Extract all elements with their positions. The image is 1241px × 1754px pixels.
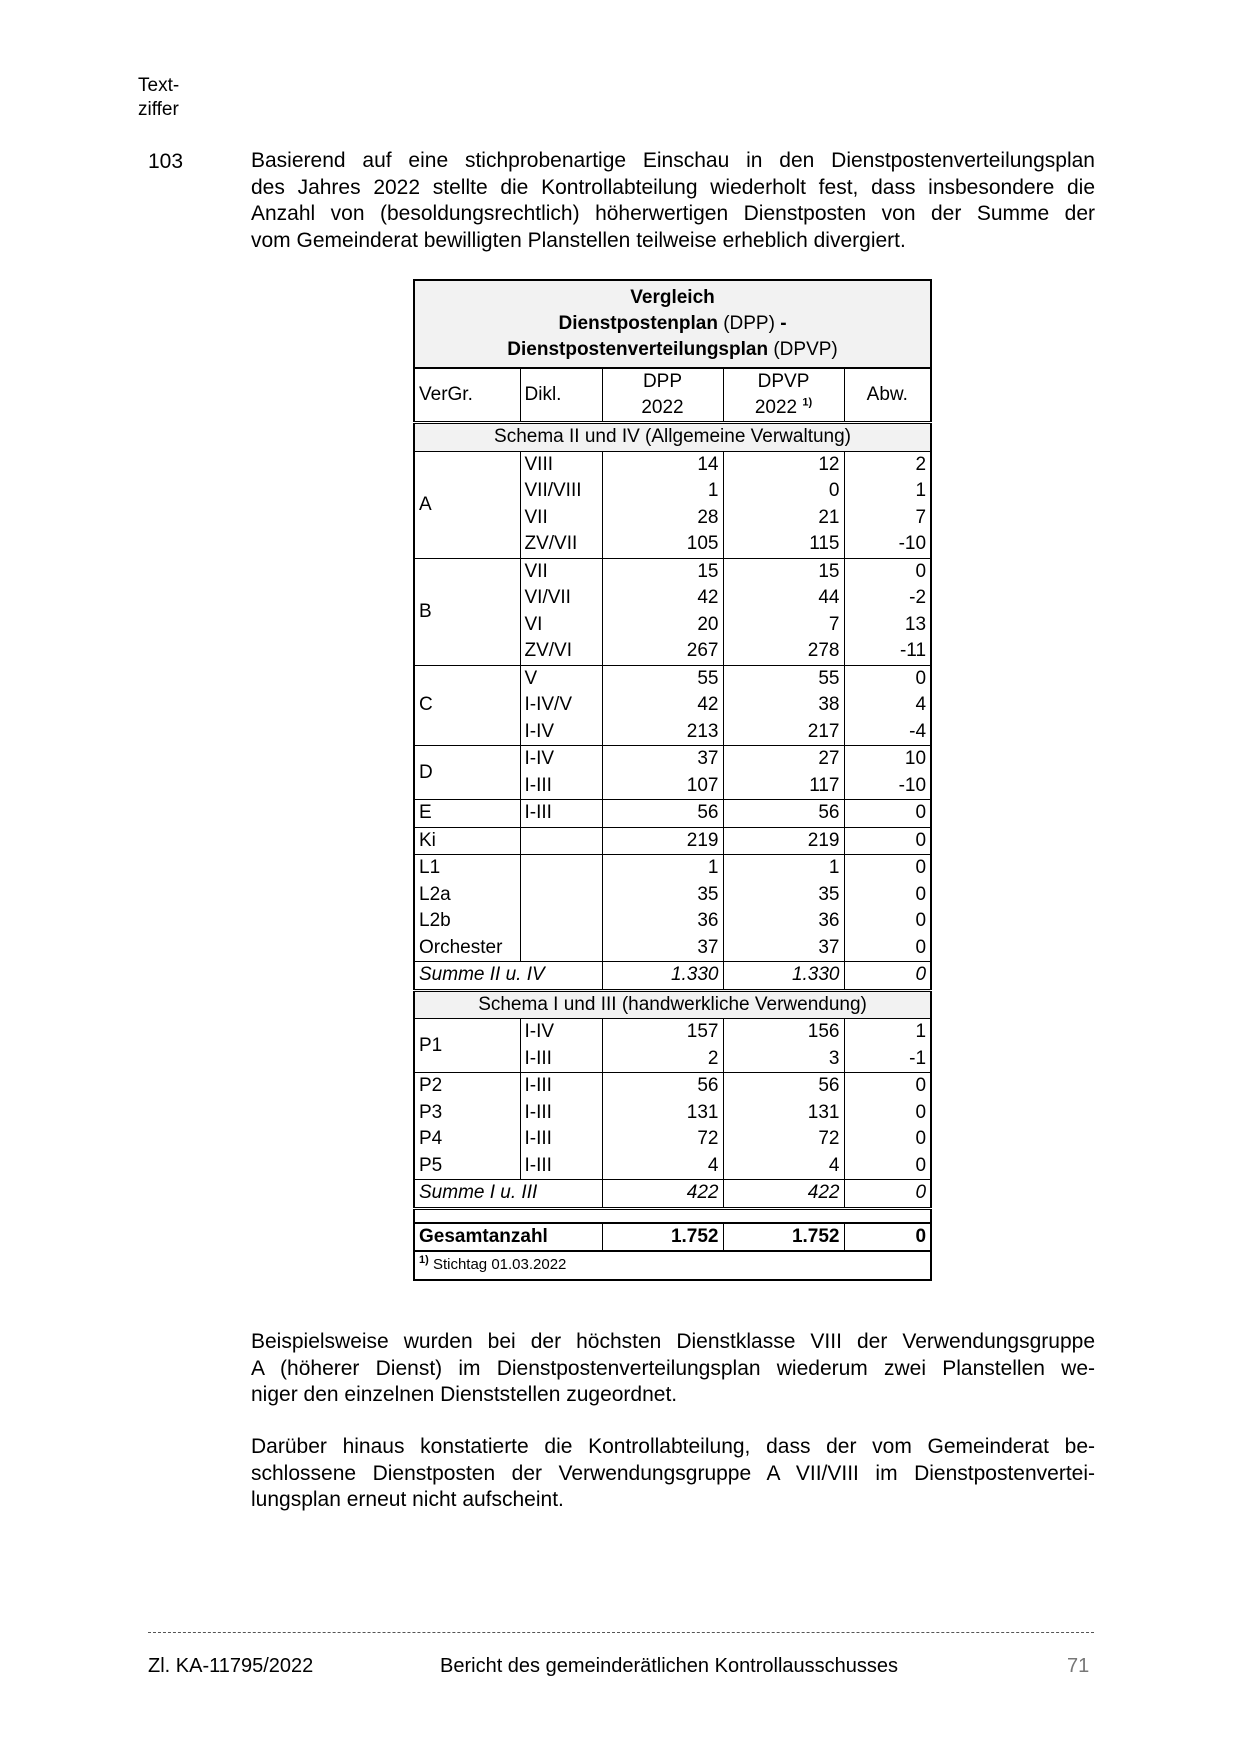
header-dpvp-line2: 2022 <box>754 397 798 418</box>
margin-label-line: ziffer <box>138 99 179 120</box>
cell-abw: -4 <box>844 719 931 746</box>
cell-vergr: P2 <box>414 1073 520 1100</box>
cell-abw: 13 <box>844 612 931 639</box>
schema-label: Schema II und IV (Allgemeine Verwaltung) <box>414 423 931 452</box>
cell-dikl: I-III <box>520 800 602 828</box>
cell-dpvp: 217 <box>723 719 844 746</box>
cell-dikl: I-III <box>520 1100 602 1127</box>
cell-dpp: 422 <box>602 1180 723 1209</box>
cell-dpvp: 72 <box>723 1126 844 1153</box>
header-vergr: VerGr. <box>414 368 520 423</box>
text-line: Anzahl von (besoldungsrechtlich) höherwertigen Dienstposten von der Summe der <box>251 202 1095 225</box>
cell-vergr: P1 <box>419 1034 443 1056</box>
table-row <box>414 451 931 478</box>
footnote-mark: 1) <box>419 1254 429 1267</box>
cell-dpp: 42 <box>602 692 723 719</box>
header-abw: Abw. <box>844 368 931 423</box>
cell-vergr: L2b <box>419 910 451 932</box>
cell-dikl: VIII <box>520 451 602 478</box>
cell-vergr: E <box>414 800 520 828</box>
header-dikl: Dikl. <box>520 368 602 423</box>
cell-abw: 10 <box>844 746 931 773</box>
paragraph-finding <box>251 1434 1095 1514</box>
table-row <box>414 855 931 882</box>
cell-vergr: L2a <box>419 883 451 905</box>
text-line: niger den einzelnen Dienststellen zugeordnet. <box>251 1383 678 1406</box>
header-dpp-line2: 2022 <box>641 397 684 418</box>
paragraph-number: 103 <box>148 150 184 173</box>
text-line: schlossene Dienstposten der Verwendungsgruppe A VII/VIII im Dienstpostenvertei- <box>251 1461 1095 1485</box>
cell-dpvp: 422 <box>723 1180 844 1209</box>
cell-dpp: 1.330 <box>602 962 723 991</box>
table-row <box>414 800 931 828</box>
margin-label-line: Text- <box>138 75 180 96</box>
cell-abw: 0 <box>844 935 931 962</box>
cell-abw: -2 <box>844 585 931 612</box>
cell-dpp: 1 <box>602 855 723 882</box>
cell-dpvp: 37 <box>723 935 844 962</box>
table-row <box>414 1126 931 1153</box>
cell-dpp: 105 <box>602 531 723 558</box>
cell-dpp: 42 <box>602 585 723 612</box>
cell-abw: 0 <box>844 882 931 909</box>
cell-dikl: ZV/VI <box>520 638 602 665</box>
cell-dikl: I-III <box>520 773 602 800</box>
cell-abw: 0 <box>844 1223 931 1252</box>
cell-dpvp: 115 <box>723 531 844 558</box>
table-row <box>414 746 931 773</box>
cell-dpvp: 0 <box>723 478 844 505</box>
cell-dpp: 55 <box>602 665 723 692</box>
comparison-table-body <box>414 280 931 1280</box>
page-number: 71 <box>1067 1655 1090 1677</box>
cell-dpvp: 56 <box>723 1073 844 1100</box>
table-title-dpp-abbr: (DPP) <box>717 313 781 334</box>
table-row <box>414 558 931 585</box>
cell-dikl <box>520 908 602 935</box>
cell-dpp: 1.752 <box>602 1223 723 1252</box>
cell-dpvp: 131 <box>723 1100 844 1127</box>
cell-dikl: I-III <box>520 1046 602 1073</box>
cell-vergr: D <box>414 746 520 800</box>
cell-dpp: 267 <box>602 638 723 665</box>
cell-dpvp: 27 <box>723 746 844 773</box>
table-row <box>414 908 931 935</box>
header-dpvp-line1: DPVP <box>757 371 810 392</box>
table-row <box>414 665 931 692</box>
table-row <box>414 1100 931 1127</box>
table-row <box>414 827 931 855</box>
text-line: Beispielsweise wurden bei der höchsten Dienstklasse VIII der Verwendungsgruppe <box>251 1330 1095 1353</box>
cell-vergr: P4 <box>419 1128 443 1150</box>
subtotal-label: Summe II u. IV <box>414 962 602 991</box>
subtotal-row <box>414 1180 931 1209</box>
cell-dikl: ZV/VII <box>520 531 602 558</box>
cell-abw: 0 <box>844 665 931 692</box>
cell-dpvp: 3 <box>723 1046 844 1073</box>
footnote-text: Stichtag 01.03.2022 <box>432 1256 567 1274</box>
table-title <box>414 280 931 368</box>
paragraph-example <box>251 1329 1095 1409</box>
cell-dpvp: 4 <box>723 1153 844 1180</box>
text-line: vom Gemeinderat bewilligten Planstellen teilweise erheblich divergiert. <box>251 228 906 252</box>
cell-dikl: I-IV <box>520 719 602 746</box>
cell-dpvp: 21 <box>723 505 844 532</box>
cell-dpvp: 278 <box>723 638 844 665</box>
cell-vergr: C <box>414 665 520 746</box>
cell-dikl: I-III <box>520 1126 602 1153</box>
cell-dpp: 15 <box>602 558 723 585</box>
cell-dpvp: 156 <box>723 1019 844 1046</box>
cell-abw: -11 <box>844 638 931 665</box>
cell-vergr: P3 <box>419 1101 443 1123</box>
cell-dpp: 56 <box>602 1073 723 1100</box>
schema-label: Schema I und III (handwerkliche Verwendung) <box>414 990 931 1019</box>
cell-abw: -1 <box>844 1046 931 1073</box>
cell-abw: 0 <box>844 962 931 991</box>
footnote-row <box>414 1251 931 1280</box>
table-row <box>414 1073 931 1100</box>
cell-vergr: Ki <box>414 827 520 855</box>
header-dpvp-footnote-mark: 1) <box>802 396 813 409</box>
cell-dikl: VII <box>520 558 602 585</box>
text-line: lungsplan erneut nicht aufscheint. <box>251 1488 564 1511</box>
subtotal-label: Summe I u. III <box>414 1180 602 1209</box>
cell-dpvp: 1 <box>723 855 844 882</box>
footer-reference: Zl. KA-11795/2022 <box>148 1655 314 1677</box>
cell-dikl: VII/VIII <box>520 478 602 505</box>
footer-divider <box>148 1632 1094 1633</box>
total-label: Gesamtanzahl <box>414 1223 602 1252</box>
cell-abw: -10 <box>844 773 931 800</box>
margin-label-textziffer <box>138 74 179 122</box>
comparison-table <box>413 279 932 1281</box>
schema-row <box>414 423 931 452</box>
spacer-cell <box>414 1208 931 1223</box>
header-dpp <box>602 368 723 423</box>
cell-dpp: 4 <box>602 1153 723 1180</box>
cell-dpp: 213 <box>602 719 723 746</box>
cell-abw: 4 <box>844 692 931 719</box>
cell-dpp: 72 <box>602 1126 723 1153</box>
cell-dikl: VI/VII <box>520 585 602 612</box>
cell-dpp: 28 <box>602 505 723 532</box>
header-dpp-line1: DPP <box>642 371 683 392</box>
text-line: Darüber hinaus konstatierte die Kontrollabteilung, dass der vom Gemeinderat be- <box>251 1435 1095 1458</box>
table-title-dpvp: Dienstpostenverteilungsplan <box>507 339 769 360</box>
cell-abw: 0 <box>844 558 931 585</box>
cell-dikl <box>520 827 602 855</box>
cell-dpp: 14 <box>602 451 723 478</box>
table-row <box>414 935 931 962</box>
cell-dpp: 131 <box>602 1100 723 1127</box>
cell-abw: 0 <box>844 1126 931 1153</box>
cell-dikl <box>520 935 602 962</box>
cell-dikl: I-IV <box>520 746 602 773</box>
table-title-dpp: Dienstpostenplan <box>558 313 718 334</box>
cell-abw: 0 <box>844 1180 931 1209</box>
cell-dpp: 2 <box>602 1046 723 1073</box>
table-header-row <box>414 368 931 423</box>
cell-vergr: Orchester <box>419 936 503 958</box>
cell-abw: 1 <box>844 478 931 505</box>
cell-dpvp: 44 <box>723 585 844 612</box>
cell-dikl: VI <box>520 612 602 639</box>
cell-vergr: P5 <box>419 1154 443 1176</box>
footnote-cell <box>414 1251 931 1280</box>
cell-dikl: VII <box>520 505 602 532</box>
paragraph-intro <box>251 148 1095 254</box>
table-title-dpvp-abbr: (DPVP) <box>768 339 838 360</box>
table-row <box>414 1153 931 1180</box>
cell-abw: 0 <box>844 1153 931 1180</box>
cell-dikl: I-III <box>520 1073 602 1100</box>
cell-dpvp: 36 <box>723 908 844 935</box>
table-title-line1: Vergleich <box>630 287 715 308</box>
cell-dikl <box>520 855 602 882</box>
cell-dpp: 37 <box>602 935 723 962</box>
cell-abw: 0 <box>844 827 931 855</box>
cell-dpp: 56 <box>602 800 723 828</box>
cell-dpvp: 12 <box>723 451 844 478</box>
cell-dpvp: 7 <box>723 612 844 639</box>
cell-abw: 0 <box>844 908 931 935</box>
cell-dpvp: 117 <box>723 773 844 800</box>
subtotal-row <box>414 962 931 991</box>
cell-dpvp: 15 <box>723 558 844 585</box>
cell-dikl: I-III <box>520 1153 602 1180</box>
cell-dpvp: 55 <box>723 665 844 692</box>
table-title-row <box>414 280 931 368</box>
cell-vergr: L1 <box>414 855 520 882</box>
cell-dpp: 37 <box>602 746 723 773</box>
table-row <box>414 1019 931 1046</box>
cell-abw: 1 <box>844 1019 931 1046</box>
cell-dpp: 219 <box>602 827 723 855</box>
table-title-dash: - <box>780 313 787 334</box>
spacer-row <box>414 1208 931 1223</box>
cell-dpp: 20 <box>602 612 723 639</box>
cell-dpvp: 35 <box>723 882 844 909</box>
cell-vergr: A <box>419 493 432 515</box>
cell-dpvp: 38 <box>723 692 844 719</box>
footer-title: Bericht des gemeinderätlichen Kontrollausschusses <box>440 1655 899 1677</box>
cell-vergr: B <box>414 558 520 665</box>
cell-abw: 0 <box>844 1073 931 1100</box>
cell-dikl: I-IV <box>520 1019 602 1046</box>
cell-dpp: 35 <box>602 882 723 909</box>
cell-abw: 0 <box>844 1100 931 1127</box>
cell-dpp: 1 <box>602 478 723 505</box>
cell-dikl: I-IV/V <box>520 692 602 719</box>
cell-dpp: 107 <box>602 773 723 800</box>
table-row <box>414 882 931 909</box>
cell-abw: 7 <box>844 505 931 532</box>
cell-dikl <box>520 882 602 909</box>
cell-dpvp: 1.752 <box>723 1223 844 1252</box>
header-dpvp <box>723 368 844 423</box>
cell-dpvp: 56 <box>723 800 844 828</box>
text-line: Basierend auf eine stichprobenartige Einschau in den Dienstpostenverteilungsplan <box>251 149 1095 172</box>
text-line: A (höherer Dienst) im Dienstpostenverteilungsplan wiederum zwei Planstellen we- <box>251 1356 1095 1380</box>
total-row <box>414 1223 931 1252</box>
cell-dpp: 36 <box>602 908 723 935</box>
cell-dpp: 157 <box>602 1019 723 1046</box>
text-line: des Jahres 2022 stellte die Kontrollabteilung wiederholt fest, dass insbesondere die <box>251 175 1095 199</box>
cell-abw: -10 <box>844 531 931 558</box>
schema-row <box>414 990 931 1019</box>
cell-dikl: V <box>520 665 602 692</box>
cell-abw: 2 <box>844 451 931 478</box>
cell-abw: 0 <box>844 855 931 882</box>
cell-dpvp: 219 <box>723 827 844 855</box>
cell-abw: 0 <box>844 800 931 828</box>
cell-dpvp: 1.330 <box>723 962 844 991</box>
